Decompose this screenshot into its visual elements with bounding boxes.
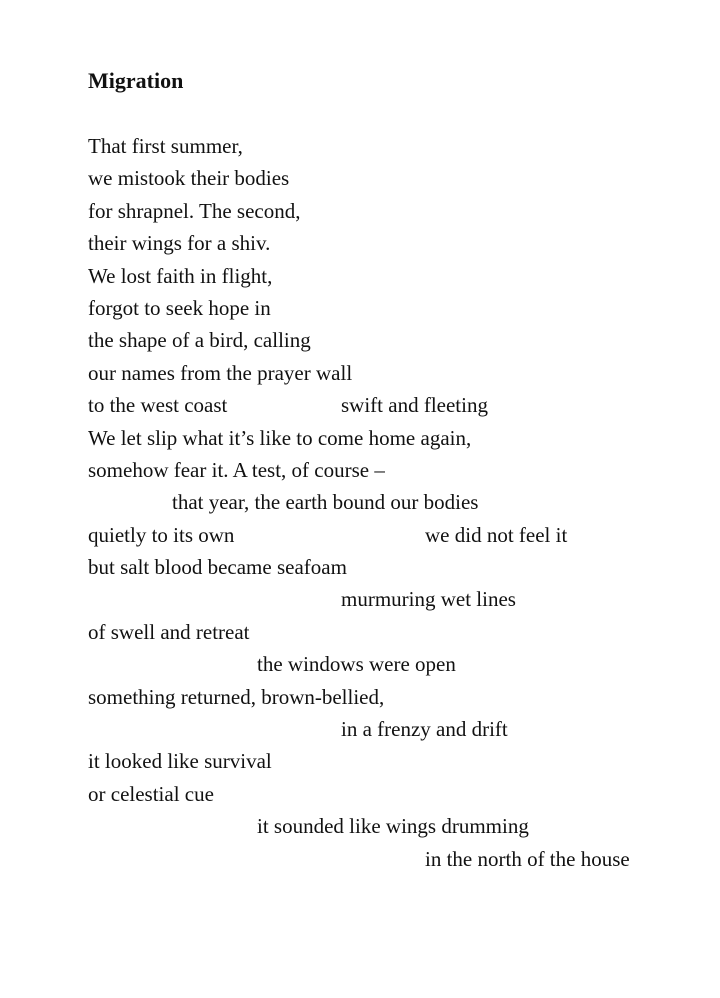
poem-line-text: our names from the prayer wall	[88, 360, 353, 385]
poem-line	[88, 583, 688, 615]
poem-line-text-indented: the windows were open	[257, 652, 456, 677]
poem-line-text: for shrapnel. The second,	[88, 198, 301, 223]
poem-line-text: That first summer,	[88, 134, 243, 158]
poem-line	[88, 810, 688, 842]
poem-line	[88, 843, 688, 875]
poem-line-text-indented: murmuring wet lines	[341, 587, 516, 612]
poem-line	[88, 260, 688, 292]
poem-line	[88, 519, 688, 551]
poem-line-text: of swell and retreat	[88, 619, 250, 644]
poem-line	[88, 454, 688, 486]
poem-line	[88, 324, 688, 356]
poem-line-text: or celestial cue	[88, 781, 214, 806]
poem-line-text: but salt blood became seafoam	[88, 555, 347, 580]
poem-line	[88, 486, 688, 518]
poem-line	[88, 616, 688, 648]
poem-body	[88, 130, 688, 875]
poem-line-text: to the west coast	[88, 393, 228, 418]
poem-line-text: somehow fear it. A test, of course –	[88, 457, 385, 482]
poem-line	[88, 681, 688, 713]
poem-line	[88, 227, 688, 259]
poem-line-text-indented: it sounded like wings drumming	[257, 814, 529, 839]
poem-line-text-indented: we did not feel it	[425, 522, 568, 547]
poem-line-text: it looked like survival	[88, 749, 272, 774]
poem-title: Migration	[88, 68, 184, 93]
poem-line	[88, 745, 688, 777]
poem-line-text-indented: swift and fleeting	[341, 393, 488, 418]
poem-line	[88, 162, 688, 194]
poem-line	[88, 778, 688, 810]
poem-line-text-indented: in the north of the house	[425, 846, 630, 871]
poem-line-text: We let slip what it’s like to come home again,	[88, 425, 472, 450]
poem-line	[88, 648, 688, 680]
poem-line	[88, 389, 688, 421]
poem-line-text-indented: that year, the earth bound our bodies	[172, 490, 479, 515]
poem-line	[88, 130, 688, 162]
poem-line-text: we mistook their bodies	[88, 166, 290, 191]
poem-line	[88, 357, 688, 389]
poem-line-text-indented: in a frenzy and drift	[341, 717, 508, 742]
poem-line-text: We lost faith in flight,	[88, 263, 273, 288]
poem-line-text: something returned, brown-bellied,	[88, 684, 385, 709]
poem-line	[88, 195, 688, 227]
poem-line-text: forgot to seek hope in	[88, 295, 271, 320]
poem-line-text: quietly to its own	[88, 522, 235, 547]
poem-line-text: the shape of a bird, calling	[88, 328, 311, 353]
poem-line	[88, 713, 688, 745]
poem-line	[88, 551, 688, 583]
poem-line	[88, 292, 688, 324]
poem-line	[88, 422, 688, 454]
poem-line-text: their wings for a shiv.	[88, 231, 271, 256]
